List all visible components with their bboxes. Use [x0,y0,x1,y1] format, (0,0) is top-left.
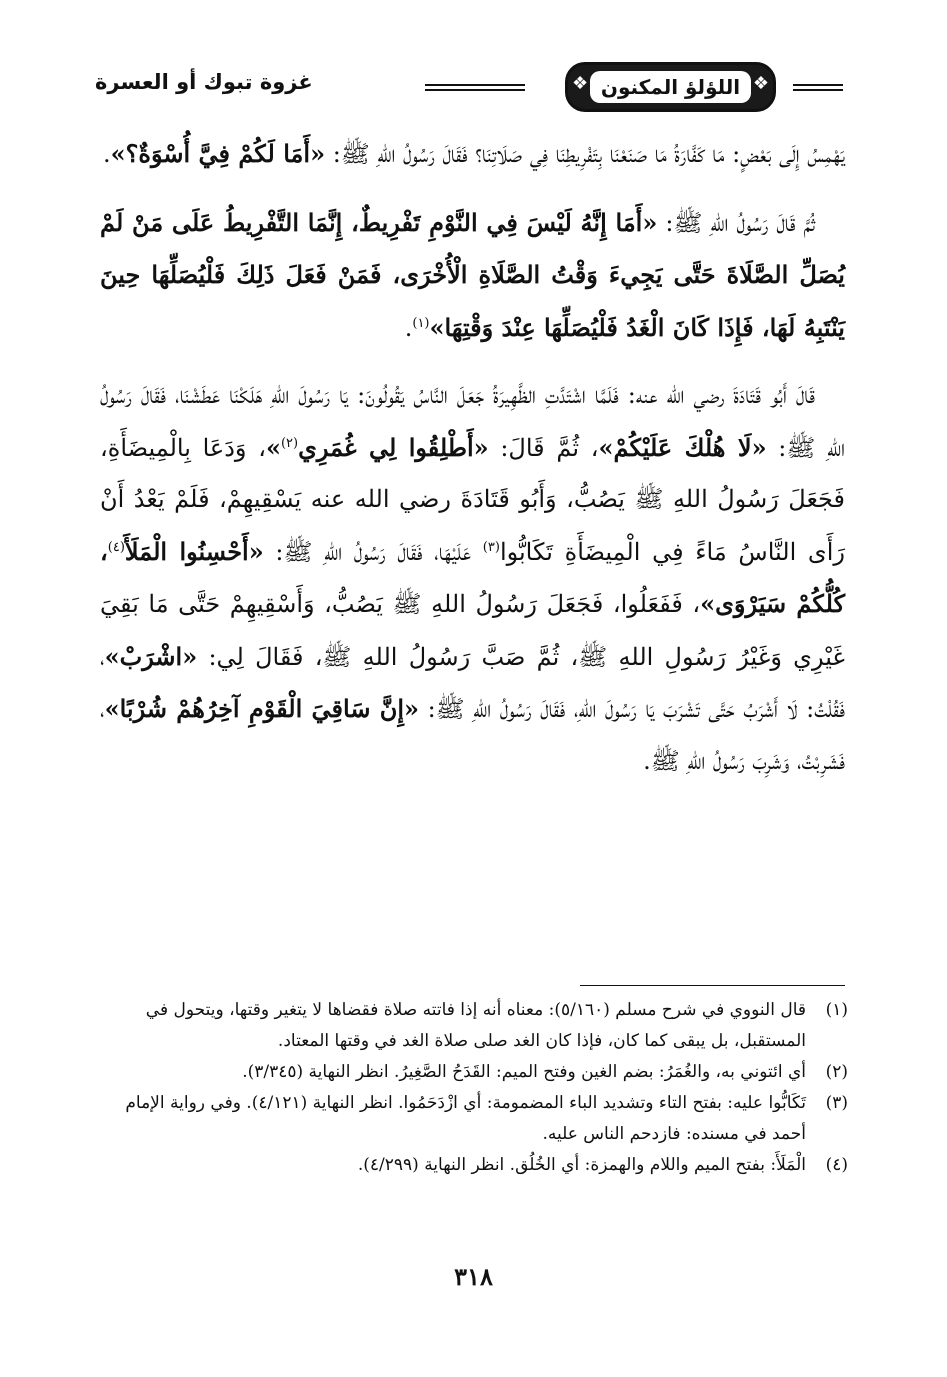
footnote-number: (٢) [825,1062,848,1082]
text-span: ، فَفَعَلُوا، فَجَعَلَ رَسُولُ اللهِ ﷺ يَصُبُّ، وَأَسْقِيهِمْ حَتَّى مَا بَقِيَ غَيْرِي وَغَيْرُ رَسُولِ اللهِ ﷺ، ثُمَّ صَبَّ رَسُولُ اللهِ ﷺ، فَقَالَ لِي: [100,590,845,671]
book-title: اللؤلؤ المكنون [600,75,741,99]
footnote-4 [98,1150,848,1181]
hadith-quote: » [265,432,281,462]
footnotes [98,995,848,1181]
hadith-quote: «أَطْلِقُوا لِي غُمَرِي [298,432,489,462]
footnote-ref-1[interactable]: (١) [412,315,430,331]
footnote-number: (٣) [825,1093,848,1113]
footnote-number: (١) [825,1000,848,1020]
footnote-text: الْمَلَأَ: بفتح الميم واللام والهمزة: أي الخُلُق. انظر النهاية (٤/٢٩٩). [357,1155,806,1175]
text-span: ، فَقُلْتُ: لَا أَشْرَبُ حَتَّى تَشْرَبَ يَا رَسُولَ اللهِ، فَقَالَ رَسُولُ اللهِ ﷺ: [100,642,845,723]
hadith-quote: «أَحْسِنُوا الْمَلَأَ [124,536,264,566]
footnote-separator [580,985,845,986]
text-span: ، وَدَعَا بِالْمِيضَأَةِ، فَجَعَلَ رَسُولُ اللهِ ﷺ يَصُبُّ، وَأَبُو قَتَادَةَ رضي الله عنه يَسْقِيهِمْ، فَلَمْ يَعْدُ أَنْ رَأَى النَّاسُ مَاءً فِي الْمِيضَأَةِ تَكَابُّوا [100,433,845,566]
text-span: عَلَيْهَا، فَقَالَ رَسُولُ اللهِ ﷺ: [263,537,483,566]
text-span: . [404,313,413,342]
hadith-quote: «اشْرَبْ» [104,641,198,671]
text-span: يَهْمِسُ إِلَى بَعْضٍ: مَا كَفَّارَةُ مَا صَنَعْنَا بِتَفْرِيطِنَا فِي صَلَاتِنَا؟ فَقَالَ رَسُولُ اللهِ ﷺ: [325,140,845,168]
text-span: ، فَشَرِبْتُ، وَشَرِبَ رَسُولُ اللهِ ﷺ. [100,695,845,775]
paragraph-3 [100,370,845,787]
page-number: ٣١٨ [454,1262,493,1291]
paragraph-1 [100,128,845,181]
ornament-icon: ❖ [572,73,589,94]
footnote-text: أي ائتوني به، والغُمَرُ: بضم الغين وفتح الميم: القَدَحُ الصَّغِيرُ. انظر النهاية (٣/٣٤٥). [242,1062,806,1082]
text-span: ثُمَّ قَالَ رَسُولُ اللهِ ﷺ: [657,208,815,237]
text-span: ، ثُمَّ قَالَ: [488,433,599,462]
footnote-1 [98,995,848,1057]
main-text [100,128,845,787]
footnote-ref-3[interactable]: (٣) [482,539,500,555]
footnote-text: قال النووي في شرح مسلم (٥/١٦٠): معناه أنه إذا فاتته صلاة فقضاها لا يتغير وقتها، ويتحول في المستقبل، بل يبقى كما كان، فإذا كان الغد صلى صلاة الغد في وقتها المعتاد. [145,1000,806,1051]
page-header [95,62,843,112]
header-rule-right [793,84,843,91]
text-span: . [103,140,111,168]
footnote-ref-4[interactable]: (٤) [107,539,125,555]
hadith-quote: «أَمَا لَكُمْ فِيَّ أُسْوَةٌ؟» [110,139,326,168]
book-title-inner [590,71,751,103]
text-span: قَالَ أَبُو قَتَادَةَ رضي الله عنه: فَلَمَّا اشْتَدَّتِ الظَّهِيرَةُ جَعَلَ النَّاسُ يَقُولُونَ: يَا رَسُولَ اللهِ هَلَكْنَا عَطَشْنَا، فَقَالَ رَسُولُ اللهِ ﷺ: [100,381,846,462]
header-rule-left [425,84,525,91]
footnote-2 [98,1057,848,1088]
paragraph-2 [100,197,845,355]
running-head: غزوة تبوك أو العسرة [95,70,313,94]
hadith-quote: ، كُلُّكُمْ سَيَرْوَى» [100,536,846,618]
footnote-ref-2[interactable]: (٢) [280,435,299,451]
footnote-3 [98,1088,848,1150]
hadith-quote: «لَا هُلْكَ عَلَيْكُمْ» [598,432,767,462]
hadith-quote: «أَمَا إِنَّهُ لَيْسَ فِي النَّوْمِ تَفْرِيطٌ، إِنَّمَا التَّفْرِيطُ عَلَى مَنْ لَمْ يُصَلِّ الصَّلَاةَ حَتَّى يَجِيءَ وَقْتُ الصَّلَاةِ الْأُخْرَى، فَمَنْ فَعَلَ ذَلِكَ فَلْيُصَلِّهَا حِينَ يَنْتَبِهُ لَهَا، فَإِذَا كَانَ الْغَدُ فَلْيُصَلِّهَا عِنْدَ وَقْتِهَا» [100,207,845,342]
hadith-quote: «إِنَّ سَاقِيَ الْقَوْمِ آخِرُهُمْ شُرْبًا» [104,694,420,723]
book-title-frame [565,62,776,112]
footnote-number: (٤) [825,1155,848,1175]
footnote-text: تَكَابُّوا عليه: بفتح التاء وتشديد الباء المضمومة: أي ازْدَحَمُوا. انظر النهاية (٤/١٢١). وفي رواية الإمام أحمد في مسنده: فازدحم الناس عليه. [125,1093,806,1144]
ornament-icon: ❖ [752,73,769,94]
